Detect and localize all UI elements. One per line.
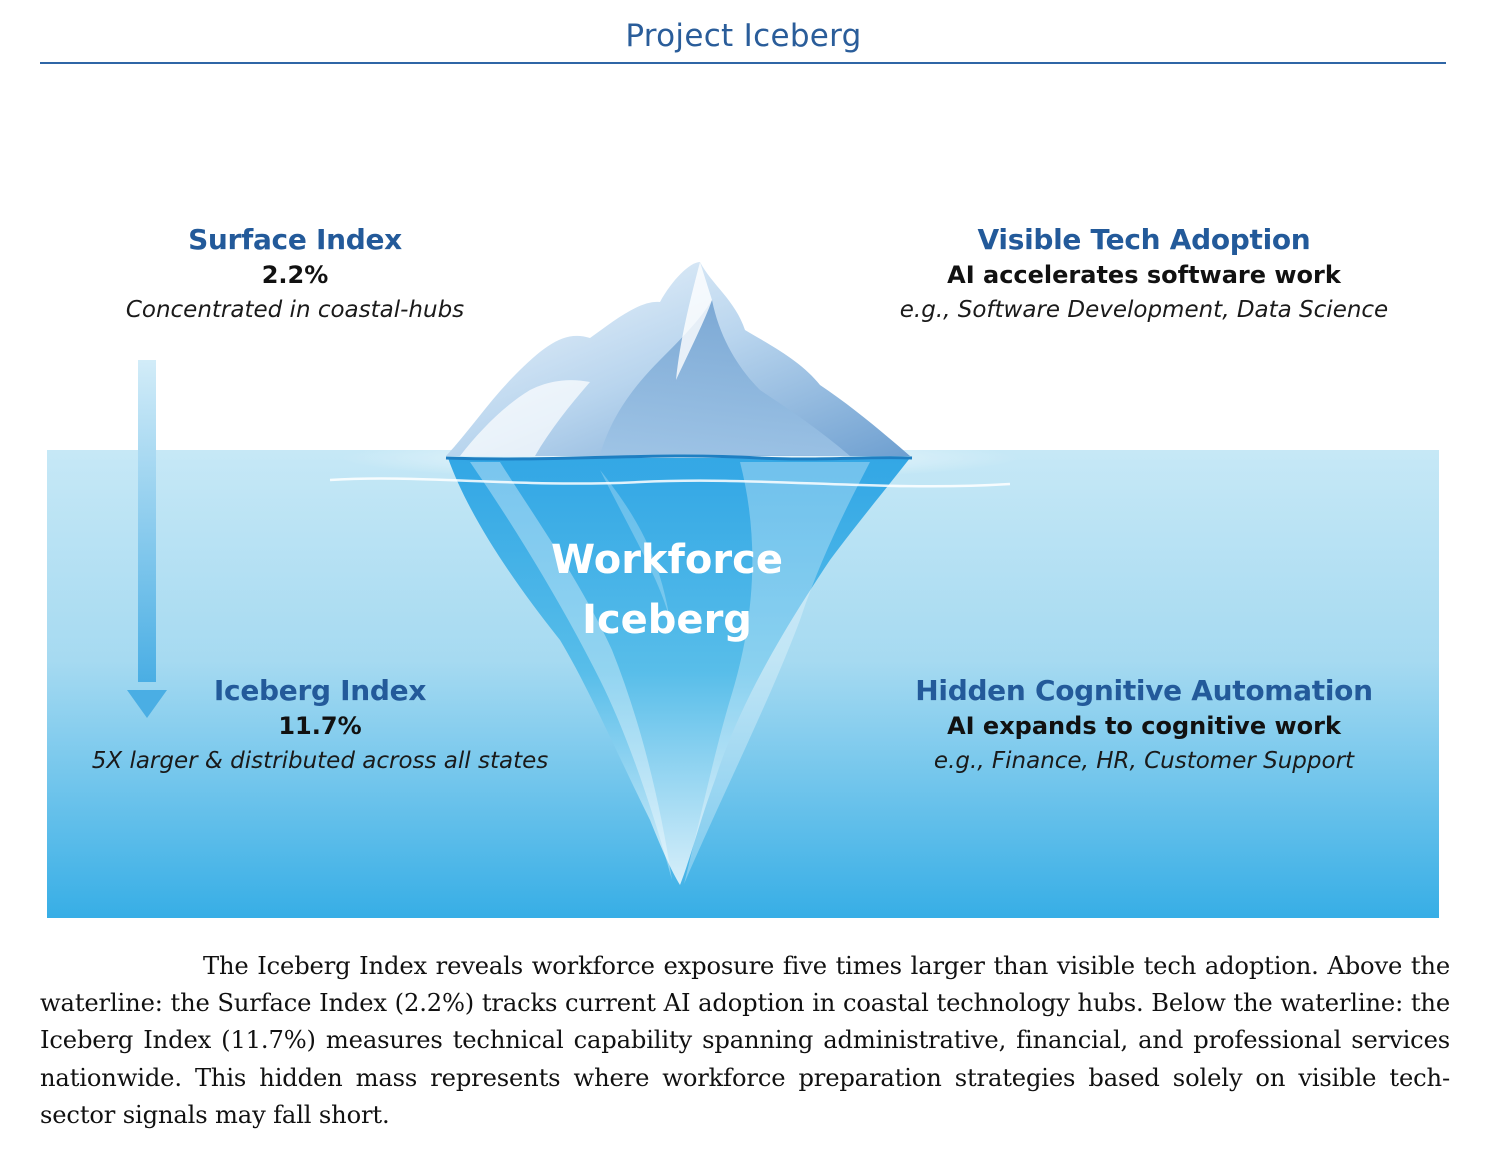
iceberg-index-title: Iceberg Index — [213, 674, 427, 707]
visible-tech-example: e.g., Software Development, Data Science — [899, 297, 1389, 323]
iceberg-index-value: 11.7% — [278, 712, 362, 740]
iceberg-index-note: 5X larger & distributed across all states — [91, 748, 549, 774]
surface-index-block — [90, 222, 500, 328]
surface-index-title: Surface Index — [188, 223, 402, 256]
surface-index-note: Concentrated in coastal-hubs — [125, 297, 465, 323]
visible-tech-block — [880, 222, 1408, 328]
center-label-line2: Iceberg — [582, 597, 752, 643]
hidden-cognitive-block — [900, 673, 1388, 779]
arrow-shaft — [138, 360, 156, 682]
visible-tech-title: Visible Tech Adoption — [977, 223, 1311, 256]
figure-caption: The Iceberg Index reveals workforce exposure five times larger than visible tech adoption. Above the waterline: the Surface Index (2.2%) tracks current AI adoption in coastal technology hubs. Below the waterline: the Iceberg Index (11.7%) measures technical capability spanning administrative, financial, and professional services nationwide. This hidden mass represents where workforce preparation strategies based solely on visible tech-sector signals may fall short. — [40, 952, 1450, 1129]
hidden-cognitive-title: Hidden Cognitive Automation — [915, 674, 1373, 707]
page-header-title: Project Iceberg — [625, 18, 862, 54]
surface-index-value: 2.2% — [261, 261, 329, 289]
hidden-cognitive-example: e.g., Finance, HR, Customer Support — [933, 748, 1355, 774]
hidden-cognitive-subtitle: AI expands to cognitive work — [947, 712, 1341, 740]
iceberg-index-block — [80, 673, 560, 779]
center-label-line1: Workforce — [551, 537, 783, 583]
visible-tech-subtitle: AI accelerates software work — [947, 261, 1341, 289]
